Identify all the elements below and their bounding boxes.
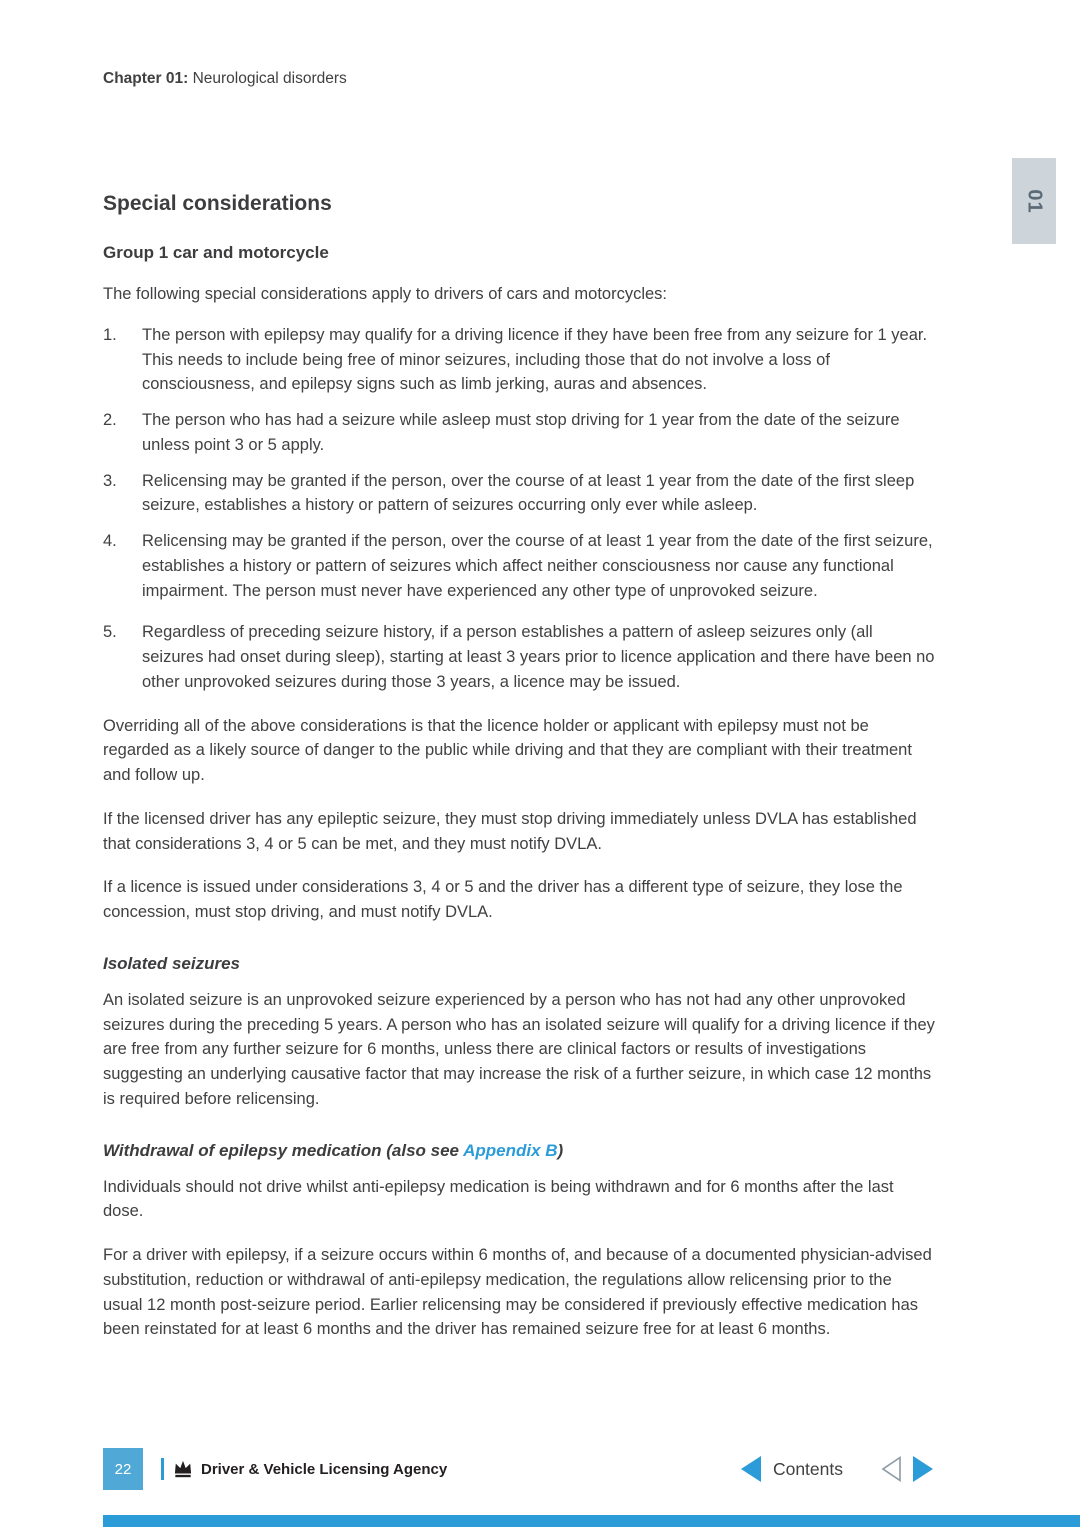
chapter-title: Neurological disorders bbox=[188, 70, 347, 87]
page-number-badge: 22 bbox=[103, 1448, 143, 1490]
crown-icon bbox=[172, 1460, 194, 1478]
considerations-list bbox=[103, 323, 935, 695]
list-item-text: Regardless of preceding seizure history, if a person establishes a pattern of asleep seizures only (all seizures had onset during sleep), starting at least 3 years prior to licence application and there have been no other unprovoked seizures during those 3 years, a licence may be issued. bbox=[142, 623, 935, 691]
withdrawal-paragraph-1: Individuals should not drive whilst anti-epilepsy medication is being withdrawn and for 6 months after the last dose. bbox=[103, 1177, 894, 1221]
withdrawal-paragraph-2: For a driver with epilepsy, if a seizure occurs within 6 months of, and because of a documented physician-advised substitution, reduction or withdrawal of anti-epilepsy medication, the regulations allow relicensing prior to the usual 12 month post-seizure period. Earlier relicensing may be considered if previously effective medication has been reinstated for at least 6 months and the driver has remained seizure free for at least 6 months. bbox=[103, 1246, 932, 1339]
chapter-side-tab-number: 01 bbox=[1023, 188, 1046, 214]
page-content bbox=[103, 0, 935, 1342]
list-item-text: The person who has had a seizure while asleep must stop driving for 1 year from the date of the seizure unless point 3 or 5 apply. bbox=[142, 411, 900, 454]
withdrawal-heading-prefix: Withdrawal of epilepsy medication (also see bbox=[103, 1140, 464, 1160]
isolated-seizures-paragraph: An isolated seizure is an unprovoked seizure experienced by a person who has not had any other unprovoked seizures during the preceding 5 years. A person who has an isolated seizure will qualify for a driving licence if they are free from any further seizure for 6 months, unless there are clinical factors or results of investigations suggesting an underlying causative factor that may increase the risk of a further seizure, in which case 12 months is required before relicensing. bbox=[103, 990, 935, 1108]
list-item-number: 3. bbox=[103, 471, 117, 490]
next-page-icon bbox=[913, 1456, 933, 1482]
previous-page-button[interactable] bbox=[881, 1456, 901, 1482]
list-item-number: 4. bbox=[103, 532, 117, 550]
list-item-text: The person with epilepsy may qualify for a driving licence if they have been free from any seizure for 1 year. This needs to include being free of minor seizures, including those that do not involve a loss of consciousness, and epilepsy signs such as limb jerking, auras and absences. bbox=[142, 325, 928, 394]
contents-arrow-icon bbox=[741, 1456, 761, 1482]
intro-paragraph: The following special considerations apply to drivers of cars and motorcycles: bbox=[103, 285, 668, 303]
previous-page-icon bbox=[881, 1456, 901, 1482]
isolated-seizures-heading: Isolated seizures bbox=[103, 953, 241, 973]
list-item bbox=[103, 620, 935, 694]
licensed-driver-paragraph: If the licensed driver has any epileptic seizure, they must stop driving immediately unless DVLA has established that considerations 3, 4 or 5 can be met, and they must notify DVLA. bbox=[103, 809, 917, 853]
concession-paragraph: If a licence is issued under considerations 3, 4 or 5 and the driver has a different type of seizure, they lose the concession, must stop driving, and must notify DVLA. bbox=[103, 878, 903, 921]
list-item-number: 2. bbox=[103, 411, 117, 429]
list-item bbox=[103, 323, 935, 397]
footer-divider bbox=[161, 1458, 164, 1480]
bottom-accent-bar bbox=[103, 1515, 1080, 1527]
overriding-paragraph: Overriding all of the above considerations is that the licence holder or applicant with epilepsy must not be regarded as a likely source of danger to the public while driving and that they are compliant with their treatment and follow up. bbox=[103, 716, 912, 784]
list-item bbox=[103, 469, 935, 519]
page-footer bbox=[103, 1448, 933, 1490]
chapter-header bbox=[103, 0, 935, 88]
next-page-button[interactable] bbox=[913, 1456, 933, 1482]
group1-subheading: Group 1 car and motorcycle bbox=[103, 243, 329, 262]
list-item bbox=[103, 408, 935, 458]
list-item-number: 1. bbox=[103, 325, 117, 344]
list-item-text: Relicensing may be granted if the person, over the course of at least 1 year from the date of the first seizure, establishes a history or pattern of seizures which affect neither consciousness nor cause any functional impairment. The person must never have experienced any other type of unprovoked seizure. bbox=[142, 532, 933, 600]
agency-name: Driver & Vehicle Licensing Agency bbox=[201, 1460, 448, 1478]
chapter-side-tab bbox=[1012, 158, 1056, 244]
withdrawal-heading bbox=[103, 1141, 935, 1161]
withdrawal-heading-suffix: ) bbox=[557, 1140, 564, 1160]
list-item bbox=[103, 529, 935, 603]
list-item-number: 5. bbox=[103, 623, 117, 642]
chapter-label: Chapter 01: bbox=[103, 70, 189, 87]
contents-label: Contents bbox=[772, 1458, 843, 1479]
section-heading: Special considerations bbox=[103, 192, 332, 215]
appendix-b-link[interactable]: Appendix B bbox=[463, 1140, 558, 1160]
page-navigation bbox=[881, 1456, 933, 1482]
list-item-text: Relicensing may be granted if the person, over the course of at least 1 year from the date of the first sleep seizure, establishes a history or pattern of seizures occurring only ever while asleep. bbox=[142, 471, 915, 515]
contents-link[interactable] bbox=[741, 1456, 843, 1482]
